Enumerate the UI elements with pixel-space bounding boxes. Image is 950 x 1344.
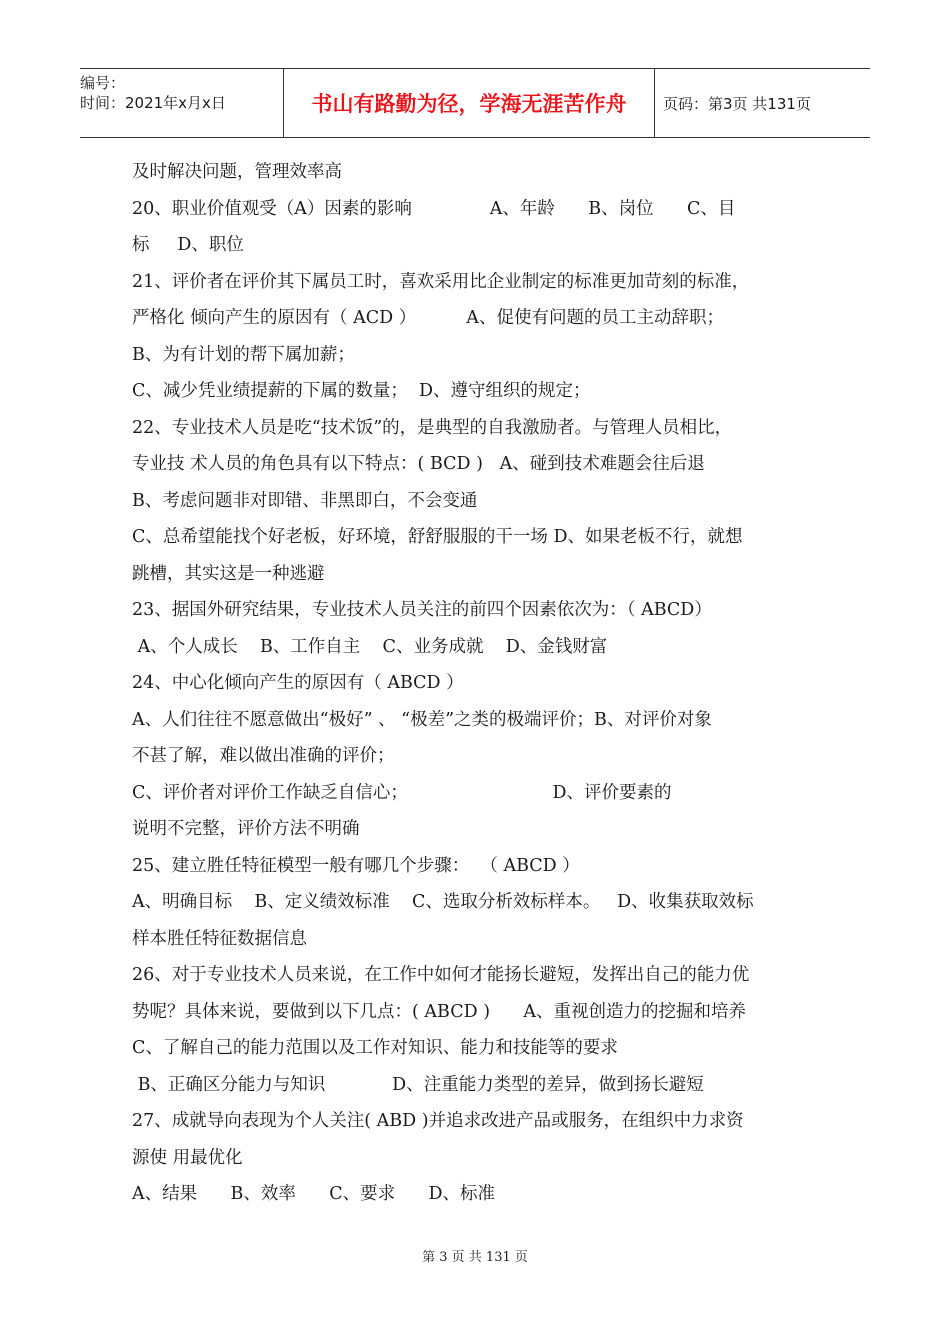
body-text-line: 27、成就导向表现为个人关注( ABD )并追求改进产品或服务，在组织中力求资	[132, 1111, 744, 1131]
body-text-line: 跳槽，其实这是一种逃避	[132, 563, 325, 584]
header-meta	[80, 69, 283, 137]
header-page-number: 页码：第3页 共131页	[663, 94, 811, 113]
body-text-line: 及时解决问题，管理效率高	[132, 162, 342, 182]
body-text-line: 势呢？具体来说，要做到以下几点：( ABCD ) A、重视创造力的挖掘和培养	[132, 1001, 747, 1022]
page-header	[80, 68, 870, 138]
body-text-line: A、结果 B、效率 C、要求 D、标准	[132, 1184, 496, 1204]
body-text-line: 20、职业价值观受（A）因素的影响 A、年龄 B、岗位 C、目	[132, 198, 736, 219]
header-motto: 书山有路勤为径，学海无涯苦作舟	[283, 69, 655, 137]
body-text-line: 24、中心化倾向产生的原因有（ ABCD ）	[132, 673, 464, 693]
body-text-line: C、总希望能找个好老板，好环境，舒舒服服的干一场 D、如果老板不行，就想	[132, 527, 743, 547]
body-text-line: C、了解自己的能力范围以及工作对知识、能力和技能等的要求	[132, 1038, 618, 1058]
document-body	[132, 154, 812, 1213]
page-footer: 第 3 页 共 131 页	[422, 1250, 528, 1265]
body-text-line: B、考虑问题非对即错、非黑即白，不会变通	[132, 490, 478, 511]
body-text-line: 标 D、职位	[132, 235, 244, 255]
body-text-line: 22、专业技术人员是吃“技术饭”的，是典型的自我激励者。与管理人员相比，	[132, 417, 733, 438]
body-text-line: C、评价者对评价工作缺乏自信心； D、评价要素的	[132, 782, 672, 803]
body-text-line: A、个人成长 B、工作自主 C、业务成就 D、金钱财富	[132, 636, 608, 657]
body-text-line: 23、据国外研究结果，专业技术人员关注的前四个因素依次为：（ ABCD）	[132, 600, 712, 620]
body-text-line: 25、建立胜任特征模型一般有哪几个步骤： （ ABCD ）	[132, 855, 580, 876]
document-number-label: 编号：	[80, 74, 126, 92]
body-text-line: A、明确目标 B、定义绩效标准 C、选取分析效标样本。 D、收集获取效标	[132, 892, 754, 912]
body-text-line: A、人们往往不愿意做出“极好” 、 “极差”之类的极端评价；B、对评价对象	[132, 709, 712, 730]
body-text-line: 26、对于专业技术人员来说，在工作中如何才能扬长避短，发挥出自己的能力优	[132, 965, 750, 985]
body-text-line: C、减少凭业绩提薪的下属的数量； D、遵守组织的规定；	[132, 381, 591, 401]
body-text-line: 源使 用最优化	[132, 1147, 243, 1168]
body-text-line: B、正确区分能力与知识 D、注重能力类型的差异，做到扬长避短	[132, 1074, 704, 1095]
body-text-line: 样本胜任特征数据信息	[132, 928, 307, 949]
document-date-label: 时间：2021年x月x日	[80, 94, 226, 112]
body-text-line: 不甚了解，难以做出准确的评价；	[132, 746, 395, 766]
body-text-line: 21、评价者在评价其下属员工时，喜欢采用比企业制定的标准更加苛刻的标准，	[132, 271, 750, 292]
body-text-line: 严格化 倾向产生的原因有（ ACD ） A、促使有问题的员工主动辞职；	[132, 308, 724, 328]
body-text-line: 说明不完整，评价方法不明确	[132, 819, 360, 839]
body-text-line: 专业技 术人员的角色具有以下特点：( BCD ) A、碰到技术难题会往后退	[132, 454, 705, 474]
body-text-line: B、为有计划的帮下属加薪；	[132, 344, 355, 365]
